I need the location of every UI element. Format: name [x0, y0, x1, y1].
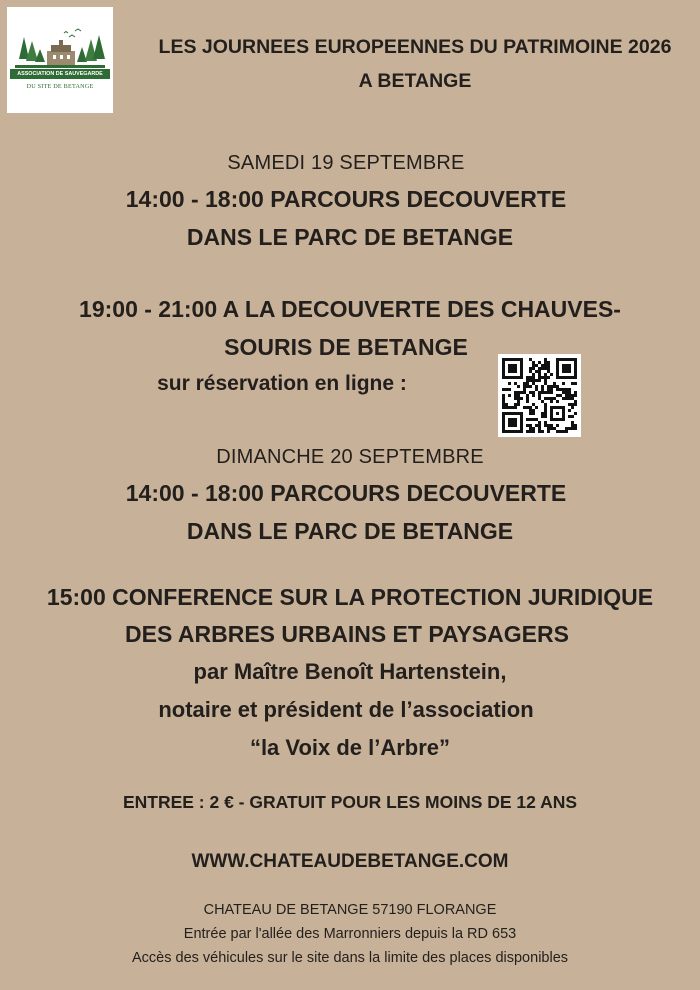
website-link[interactable]: WWW.CHATEAUDEBETANGE.COM [191, 851, 509, 872]
reservation-qr-code[interactable] [498, 354, 581, 437]
saturday-event1-line2: DANS LE PARC DE BETANGE [186, 224, 514, 250]
event-subtitle: A BETANGE [358, 70, 472, 92]
trees-and-castle-icon [7, 7, 113, 113]
conference-speaker-role: notaire et président de l’association [158, 697, 534, 722]
conference-speaker: par Maître Benoît Hartenstein, [193, 659, 507, 684]
association-logo [7, 7, 113, 113]
saturday-event2-line2: SOURIS DE BETANGE [224, 334, 468, 360]
logo-subtitle: DU SITE DE BETANGE [26, 83, 94, 90]
entry-price: ENTREE : 2 € - GRATUIT POUR LES MOINS DE 12 ANS [122, 792, 578, 812]
footer-access-line2: Accès des véhicules sur le site dans la limite des places disponibles [131, 950, 569, 966]
saturday-date: SAMEDI 19 SEPTEMBRE [227, 152, 465, 174]
qr-code-icon [502, 358, 577, 433]
footer-access-line1: Entrée par l'allée des Marronniers depuis la RD 653 [183, 926, 517, 942]
reservation-note: sur réservation en ligne : [157, 372, 407, 395]
logo-banner-text: ASSOCIATION DE SAUVEGARDE [10, 69, 110, 79]
association-name: “la Voix de l’Arbre” [249, 735, 451, 760]
conference-title-line1: 15:00 CONFERENCE SUR LA PROTECTION JURIDIQUE [46, 584, 654, 610]
saturday-event1-line1: 14:00 - 18:00 PARCOURS DECOUVERTE [125, 186, 567, 212]
footer-address: CHATEAU DE BETANGE 57190 FLORANGE [203, 902, 497, 918]
event-title: LES JOURNEES EUROPEENNES DU PATRIMOINE 2026 [158, 36, 672, 58]
sunday-date: DIMANCHE 20 SEPTEMBRE [216, 446, 484, 468]
sunday-event1-line1: 14:00 - 18:00 PARCOURS DECOUVERTE [125, 480, 567, 506]
sunday-event1-line2: DANS LE PARC DE BETANGE [186, 518, 514, 544]
conference-title-line2: DES ARBRES URBAINS ET PAYSAGERS [125, 621, 569, 647]
saturday-event2-line1: 19:00 - 21:00 A LA DECOUVERTE DES CHAUVES- [79, 296, 621, 322]
